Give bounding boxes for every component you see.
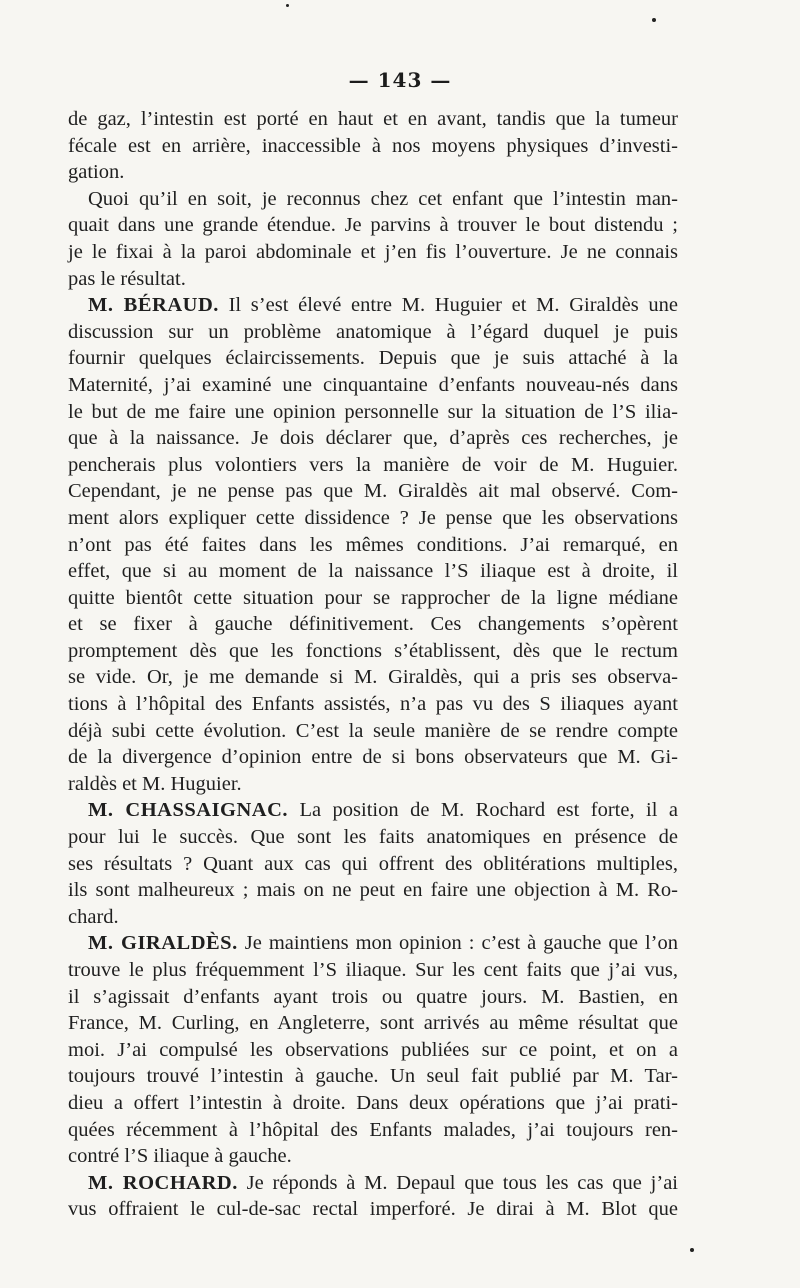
text-line: de gaz, l’intestin est porté en haut et en avant, tandis que la tumeur bbox=[68, 108, 678, 130]
text-line: se vide. Or, je me demande si M. Giraldès, qui a pris ses observa- bbox=[68, 666, 678, 689]
text-line: trouve le plus fréquemment l’S iliaque. Sur les cent faits que j’ai vus, bbox=[68, 959, 678, 981]
text-line: de la divergence d’opinion entre de si bons observateurs que M. Gi- bbox=[68, 746, 678, 769]
text-line: tions à l’hôpital des Enfants assistés, n’a pas vu des S iliaques ayant bbox=[68, 693, 678, 716]
ink-speck bbox=[690, 1248, 694, 1252]
text-line: contré l’S iliaque à gauche. bbox=[68, 1145, 292, 1168]
text-line: pencherais plus volontiers vers la manière de voir de M. Huguier. bbox=[68, 453, 678, 476]
text-line: déjà subi cette évolution. C’est la seule manière de se rendre compte bbox=[68, 719, 678, 742]
text-line: vus offraient le cul-de-sac rectal imperforé. Je dirai à M. Blot que bbox=[68, 1198, 678, 1221]
text-line: raldès et M. Huguier. bbox=[68, 772, 242, 795]
text-line: promptement dès que les fonctions s’établissent, dès que le rectum bbox=[68, 639, 678, 662]
text-line: ils sont malheureux ; mais on ne peut en faire une objection à M. Ro- bbox=[68, 879, 678, 902]
text-line: pas le résultat. bbox=[68, 267, 186, 290]
speech-line bbox=[68, 930, 678, 957]
body-text bbox=[68, 106, 678, 1223]
speech-text: La position de M. Rochard est forte, il a bbox=[288, 799, 678, 822]
text-line: Cependant, je ne pense pas que M. Giraldès ait mal observé. Com- bbox=[68, 480, 678, 503]
speech-text: Je maintiens mon opinion : c’est à gauche que l’on bbox=[237, 932, 679, 955]
text-line: dieu a offert l’intestin à droite. Dans deux opérations que j’ai prati- bbox=[68, 1091, 678, 1114]
page-number: — 143 — bbox=[348, 68, 452, 92]
text-line: moi. J’ai compulsé les observations publiées sur ce point, et on a bbox=[68, 1038, 678, 1061]
text-line: quitte bientôt cette situation pour se rapprocher de la ligne médiane bbox=[68, 586, 678, 609]
speech-line bbox=[68, 797, 678, 824]
ink-speck bbox=[652, 18, 656, 22]
speech-text: Il s’est élevé entre M. Huguier et M. Giraldès une bbox=[218, 294, 678, 317]
text-line: chard. bbox=[68, 905, 119, 928]
text-line: discussion sur un problème anatomique à l’égard duquel je puis bbox=[68, 320, 678, 343]
text-line: fournir quelques éclaircissements. Depuis que je suis attaché à la bbox=[68, 347, 678, 370]
text-line: pour lui le succès. Que sont les faits anatomiques en présence de bbox=[68, 826, 678, 849]
text-line: ses résultats ? Quant aux cas qui offrent des oblitérations multiples, bbox=[68, 852, 678, 875]
text-line: quait dans une grande étendue. Je parvins à trouver le bout distendu ; bbox=[68, 214, 678, 237]
text-line: France, M. Curling, en Angleterre, sont arrivés au même résultat que bbox=[68, 1012, 678, 1035]
text-line: toujours trouvé l’intestin à gauche. Un seul fait publié par M. Tar- bbox=[68, 1065, 678, 1088]
speaker-beraud: M. BÉRAUD. bbox=[88, 294, 219, 317]
text-line: Quoi qu’il en soit, je reconnus chez cet enfant que l’intestin man- bbox=[88, 187, 678, 210]
text-line: fécale est en arrière, inaccessible à nos moyens physiques d’investi- bbox=[68, 134, 678, 157]
speaker-rochard: M. ROCHARD. bbox=[88, 1171, 238, 1194]
text-line: ment alors expliquer cette dissidence ? Je pense que les observations bbox=[68, 506, 678, 529]
speech-line bbox=[68, 292, 678, 319]
text-line: je le fixai à la paroi abdominale et j’en fis l’ouverture. Je ne connais bbox=[68, 240, 678, 263]
speech-text: Je réponds à M. Depaul que tous les cas que j’ai bbox=[237, 1171, 679, 1194]
speaker-chassaignac: M. CHASSAIGNAC. bbox=[88, 799, 289, 822]
text-line: n’ont pas été faites dans les mêmes conditions. J’ai remarqué, en bbox=[68, 533, 678, 556]
text-line: le but de me faire une opinion personnelle sur la situation de l’S ilia- bbox=[68, 400, 678, 423]
text-line: Maternité, j’ai examiné une cinquantaine d’enfants nouveau-nés dans bbox=[68, 373, 678, 396]
speech-line bbox=[68, 1170, 678, 1197]
speaker-giraldes: M. GIRALDÈS. bbox=[88, 932, 238, 955]
text-line: quées récemment à l’hôpital des Enfants malades, j’ai toujours ren- bbox=[68, 1118, 678, 1141]
text-line: gation. bbox=[68, 161, 125, 184]
text-line: et se fixer à gauche définitivement. Ces changements s’opèrent bbox=[68, 613, 678, 636]
text-line: il s’agissait d’enfants ayant trois ou quatre jours. M. Bastien, en bbox=[68, 985, 678, 1008]
text-line: effet, que si au moment de la naissance l’S iliaque est à droite, il bbox=[68, 560, 678, 583]
text-line: que à la naissance. Je dois déclarer que, d’après ces recherches, je bbox=[68, 427, 678, 450]
ink-speck bbox=[286, 4, 289, 7]
